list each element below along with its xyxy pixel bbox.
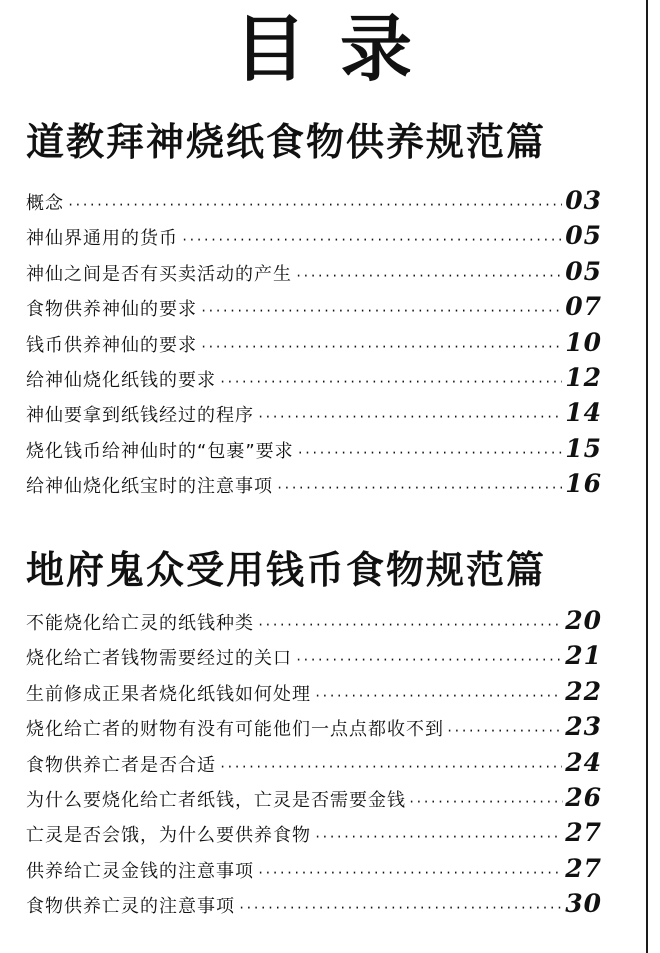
- section-heading-underworld-offerings: 地府鬼众受用钱币食物规范篇: [26, 547, 547, 592]
- entry-page-number: 05: [565, 221, 602, 251]
- entry-title: 钱币供养神仙的要求: [26, 334, 197, 356]
- toc-entry[interactable]: [26, 434, 602, 469]
- dot-leader: [297, 446, 563, 460]
- dot-leader: [67, 198, 562, 212]
- toc-entry[interactable]: [26, 257, 602, 292]
- dot-leader: [295, 269, 562, 283]
- toc-entry[interactable]: [26, 328, 602, 363]
- toc-list-section-1: [26, 186, 602, 505]
- toc-entry[interactable]: [26, 712, 602, 747]
- entry-title: 食物供养神仙的要求: [26, 299, 197, 321]
- dot-leader: [257, 866, 562, 880]
- entry-page-number: 20: [565, 606, 602, 635]
- entry-page-number: 24: [565, 747, 602, 777]
- dot-leader: [257, 410, 562, 424]
- dot-leader: [314, 689, 562, 703]
- section-heading-taoist-offerings: 道教拜神烧纸食物供养规范篇: [26, 119, 547, 164]
- entry-page-number: 03: [565, 186, 602, 215]
- toc-entry[interactable]: [26, 818, 602, 853]
- dot-leader: [238, 901, 562, 915]
- dot-leader: [200, 340, 562, 354]
- entry-title: 给神仙烧化纸钱的要求: [26, 369, 216, 391]
- entry-page-number: 05: [565, 256, 602, 286]
- entry-title: 烧化钱币给神仙时的“包裹”要求: [26, 440, 294, 462]
- entry-title: 给神仙烧化纸宝时的注意事项: [26, 476, 273, 498]
- entry-page-number: 26: [565, 782, 602, 812]
- toc-entry[interactable]: [26, 606, 602, 641]
- entry-title: 生前修成正果者烧化纸钱如何处理: [26, 683, 311, 705]
- entry-page-number: 27: [565, 818, 602, 848]
- entry-title: 烧化给亡者钱物需要经过的关口: [26, 648, 292, 670]
- toc-entry[interactable]: [26, 292, 602, 327]
- toc-entry[interactable]: [26, 677, 602, 712]
- toc-entry[interactable]: [26, 363, 602, 398]
- dot-leader: [446, 724, 563, 738]
- entry-title: 食物供养亡者是否合适: [26, 754, 216, 776]
- entry-title: 神仙界通用的货币: [26, 228, 178, 250]
- entry-title: 亡灵是否会饿，为什么要供养食物: [26, 825, 311, 847]
- entry-page-number: 07: [565, 292, 602, 322]
- entry-page-number: 23: [565, 712, 602, 742]
- toc-entry[interactable]: [26, 783, 602, 818]
- dot-leader: [314, 830, 562, 844]
- entry-page-number: 22: [565, 676, 602, 706]
- entry-page-number: 14: [565, 398, 602, 428]
- page-edge-line: [646, 0, 648, 953]
- entry-page-number: 16: [565, 469, 602, 499]
- entry-page-number: 15: [565, 433, 602, 463]
- toc-list-section-2: [26, 606, 602, 925]
- page-title: 目录: [233, 6, 446, 91]
- dot-leader: [219, 760, 562, 774]
- entry-page-number: 10: [565, 327, 602, 357]
- entry-title: 概念: [26, 193, 64, 214]
- dot-leader: [408, 795, 563, 809]
- toc-entry[interactable]: [26, 221, 602, 256]
- dot-leader: [257, 618, 562, 632]
- toc-entry[interactable]: [26, 186, 602, 221]
- entry-title: 食物供养亡灵的注意事项: [26, 896, 235, 918]
- toc-entry[interactable]: [26, 889, 602, 924]
- entry-page-number: 27: [565, 853, 602, 883]
- dot-leader: [200, 304, 562, 318]
- entry-title: 为什么要烧化给亡者纸钱，亡灵是否需要金钱: [26, 789, 406, 811]
- toc-entry[interactable]: [26, 748, 602, 783]
- entry-title: 不能烧化给亡灵的纸钱种类: [26, 613, 254, 634]
- entry-page-number: 12: [565, 362, 602, 392]
- entry-title: 神仙要拿到纸钱经过的程序: [26, 405, 254, 427]
- toc-entry[interactable]: [26, 469, 602, 504]
- dot-leader: [276, 481, 562, 495]
- toc-entry[interactable]: [26, 854, 602, 889]
- entry-title: 烧化给亡者的财物有没有可能他们一点点都收不到: [26, 719, 444, 741]
- entry-title: 神仙之间是否有买卖活动的产生: [26, 263, 292, 285]
- dot-leader: [219, 375, 562, 389]
- entry-title: 供养给亡灵金钱的注意事项: [26, 860, 254, 882]
- dot-leader: [295, 653, 562, 667]
- toc-entry[interactable]: [26, 641, 602, 676]
- dot-leader: [181, 233, 562, 247]
- toc-entry[interactable]: [26, 398, 602, 433]
- entry-page-number: 30: [565, 889, 602, 919]
- entry-page-number: 21: [565, 641, 602, 671]
